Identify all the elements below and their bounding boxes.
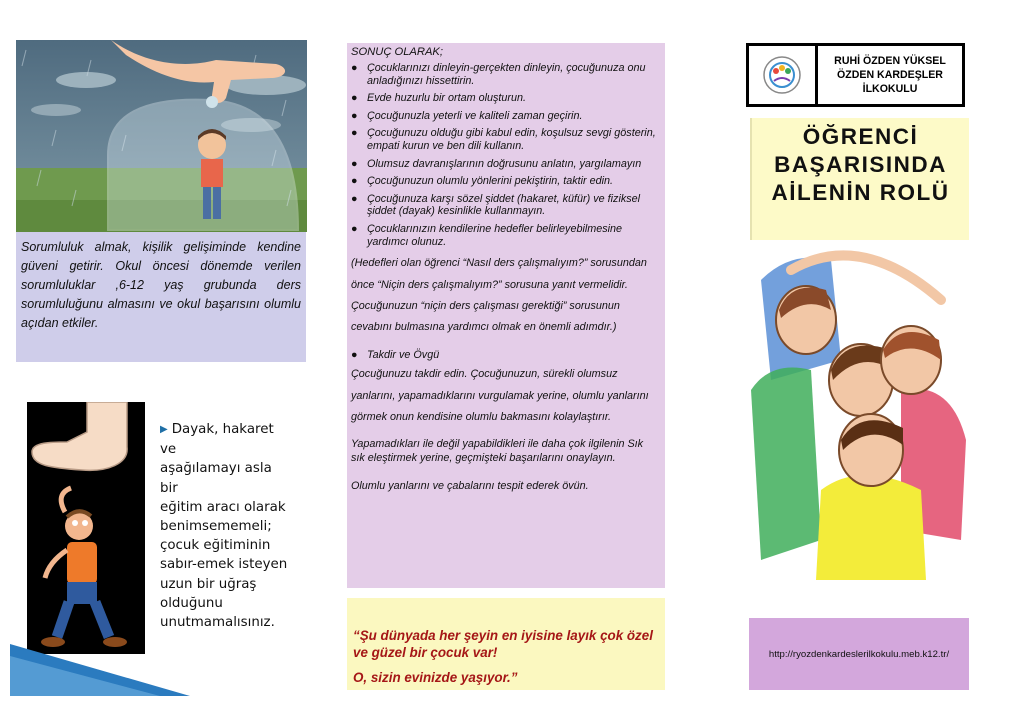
warning-line: eğitim aracı olarak bbox=[160, 499, 286, 515]
school-name bbox=[818, 46, 962, 104]
school-name-line: İLKOKULU bbox=[862, 83, 918, 95]
bullet-dot-icon: ● bbox=[351, 92, 358, 105]
praise-heading bbox=[351, 349, 659, 362]
school-header bbox=[746, 43, 965, 107]
quote-line-2: O, sizin evinizde yaşıyor.” bbox=[353, 670, 518, 685]
list-item-text: Çocuklarınızı dinleyin-gerçekten dinleyin, çocuğunuza onu anladığınızı hissettirin. bbox=[367, 62, 646, 87]
title-line: AİLENİN ROLÜ bbox=[771, 180, 950, 205]
warning-line: Dayak, hakaret ve bbox=[160, 422, 274, 458]
list-item bbox=[351, 62, 659, 87]
responsibility-text: Sorumluluk almak, kişilik gelişiminde kendine güveni getirir. Okul öncesi dönemde verilen sorumluluklar ,6-12 yaş grubunda ders sorumluluğunu almasını ve okul başarısını olumlu açıdan etkiler. bbox=[21, 240, 301, 330]
bullet-dot-icon: ● bbox=[351, 348, 358, 361]
title-line: BAŞARISINDA bbox=[774, 152, 947, 177]
bullet-dot-icon: ● bbox=[351, 192, 358, 205]
list-item bbox=[351, 92, 659, 105]
list-item-text: Evde huzurlu bir ortam oluşturun. bbox=[367, 92, 527, 105]
quote-box bbox=[347, 598, 665, 690]
violence-warning bbox=[160, 420, 290, 632]
list-item-text: Çocuğunuzla yeterli ve kaliteli zaman geçirin. bbox=[367, 109, 583, 122]
website-link[interactable]: http://ryozdenkardeslerilkokulu.meb.k12.tr/ bbox=[768, 648, 950, 660]
warning-line: aşağılamayı asla bir bbox=[160, 461, 272, 496]
bullet-dot-icon: ● bbox=[351, 62, 358, 74]
praise-heading-text: Takdir ve Övgü bbox=[367, 348, 440, 361]
list-item-text: Çocuğunuza karşı sözel şiddet (hakaret, küfür) ve fiziksel şiddet (dayak) kesinlikle kullanmayın. bbox=[367, 192, 641, 218]
bullet-dot-icon: ● bbox=[351, 175, 358, 188]
school-name-line: ÖZDEN KARDEŞLER bbox=[837, 69, 943, 81]
triangle-bullet-icon: ▶ bbox=[160, 424, 168, 435]
quote-line-1: “Şu dünyada her şeyin en iyisine layık çok özel ve güzel bir çocuk var! bbox=[353, 628, 653, 660]
list-item bbox=[351, 127, 659, 152]
brochure-title bbox=[750, 118, 969, 240]
list-item-text: Çocuğunuzun olumlu yönlerini pekiştirin, taktir edin. bbox=[367, 175, 614, 188]
foot-illustration bbox=[27, 402, 145, 654]
family-illustration bbox=[751, 240, 969, 618]
warning-line: benimsememeli; bbox=[160, 519, 272, 535]
warning-line: olduğunu bbox=[160, 595, 223, 611]
conclusion-title: SONUÇ OLARAK; bbox=[351, 46, 444, 58]
list-item bbox=[351, 158, 659, 171]
list-item-text: Olumsuz davranışlarının doğrusunu anlatın, yargılamayın bbox=[367, 157, 642, 170]
list-item bbox=[351, 193, 659, 218]
school-website[interactable] bbox=[749, 618, 969, 690]
goals-note: (Hedefleri olan öğrenci “Nasıl ders çalışmalıyım?” sorusundan önce “Niçin ders çalışmalıyım?” sorusuna yanıt vermelidir. Çocuğunuzun “niçin ders çalışması gerektiği” sorusunun cevabını bulmasına yardımcı olmak en önemli adımdır.) bbox=[351, 257, 647, 334]
conclusion-panel bbox=[347, 43, 665, 588]
bullet-dot-icon: ● bbox=[351, 157, 358, 170]
school-logo-icon bbox=[762, 55, 802, 95]
list-item bbox=[351, 223, 659, 248]
praise-paragraph: Çocuğunuzu takdir edin. Çocuğunuzun, sürekli olumsuz yanlarını, yapamadıklarını vurgulamak yerine, olumlu yanlarını görmek onun kendisine olumlu bakmasını kolaylaştırır. bbox=[351, 368, 649, 424]
title-line: ÖĞRENCİ bbox=[802, 124, 919, 149]
list-item bbox=[351, 175, 659, 188]
bullet-dot-icon: ● bbox=[351, 109, 358, 122]
list-item-text: Çocuğunuzu olduğu gibi kabul edin, koşulsuz sevgi gösterin, empati kurun ve ben dili kullanın. bbox=[367, 127, 656, 152]
warning-line: unutmamalısınız. bbox=[160, 615, 275, 631]
list-item bbox=[351, 110, 659, 123]
praise-paragraph-2: Yapamadıkları ile değil yapabildikleri ile daha çok ilgilenin Sık sık eleştirmek yerine, geçmişteki başarılarını onaylayın. bbox=[351, 437, 644, 465]
school-name-line: RUHİ ÖZDEN YÜKSEL bbox=[834, 55, 946, 67]
corner-decoration bbox=[10, 636, 190, 696]
responsibility-textbox bbox=[16, 232, 306, 362]
closing-line: Olumlu yanlarını ve çabalarını tespit ederek övün. bbox=[351, 480, 589, 493]
warning-line: sabır-emek isteyen bbox=[160, 557, 288, 573]
school-logo bbox=[749, 46, 818, 104]
rain-illustration bbox=[16, 40, 307, 232]
list-item-text: Çocuklarınızın kendilerine hedefler belirleyebilmesine yardımcı olunuz. bbox=[367, 222, 623, 248]
warning-line: uzun bir uğraş bbox=[160, 576, 257, 592]
warning-line: çocuk eğitiminin bbox=[160, 538, 271, 554]
bullet-dot-icon: ● bbox=[351, 222, 358, 235]
bullet-dot-icon: ● bbox=[351, 127, 358, 140]
